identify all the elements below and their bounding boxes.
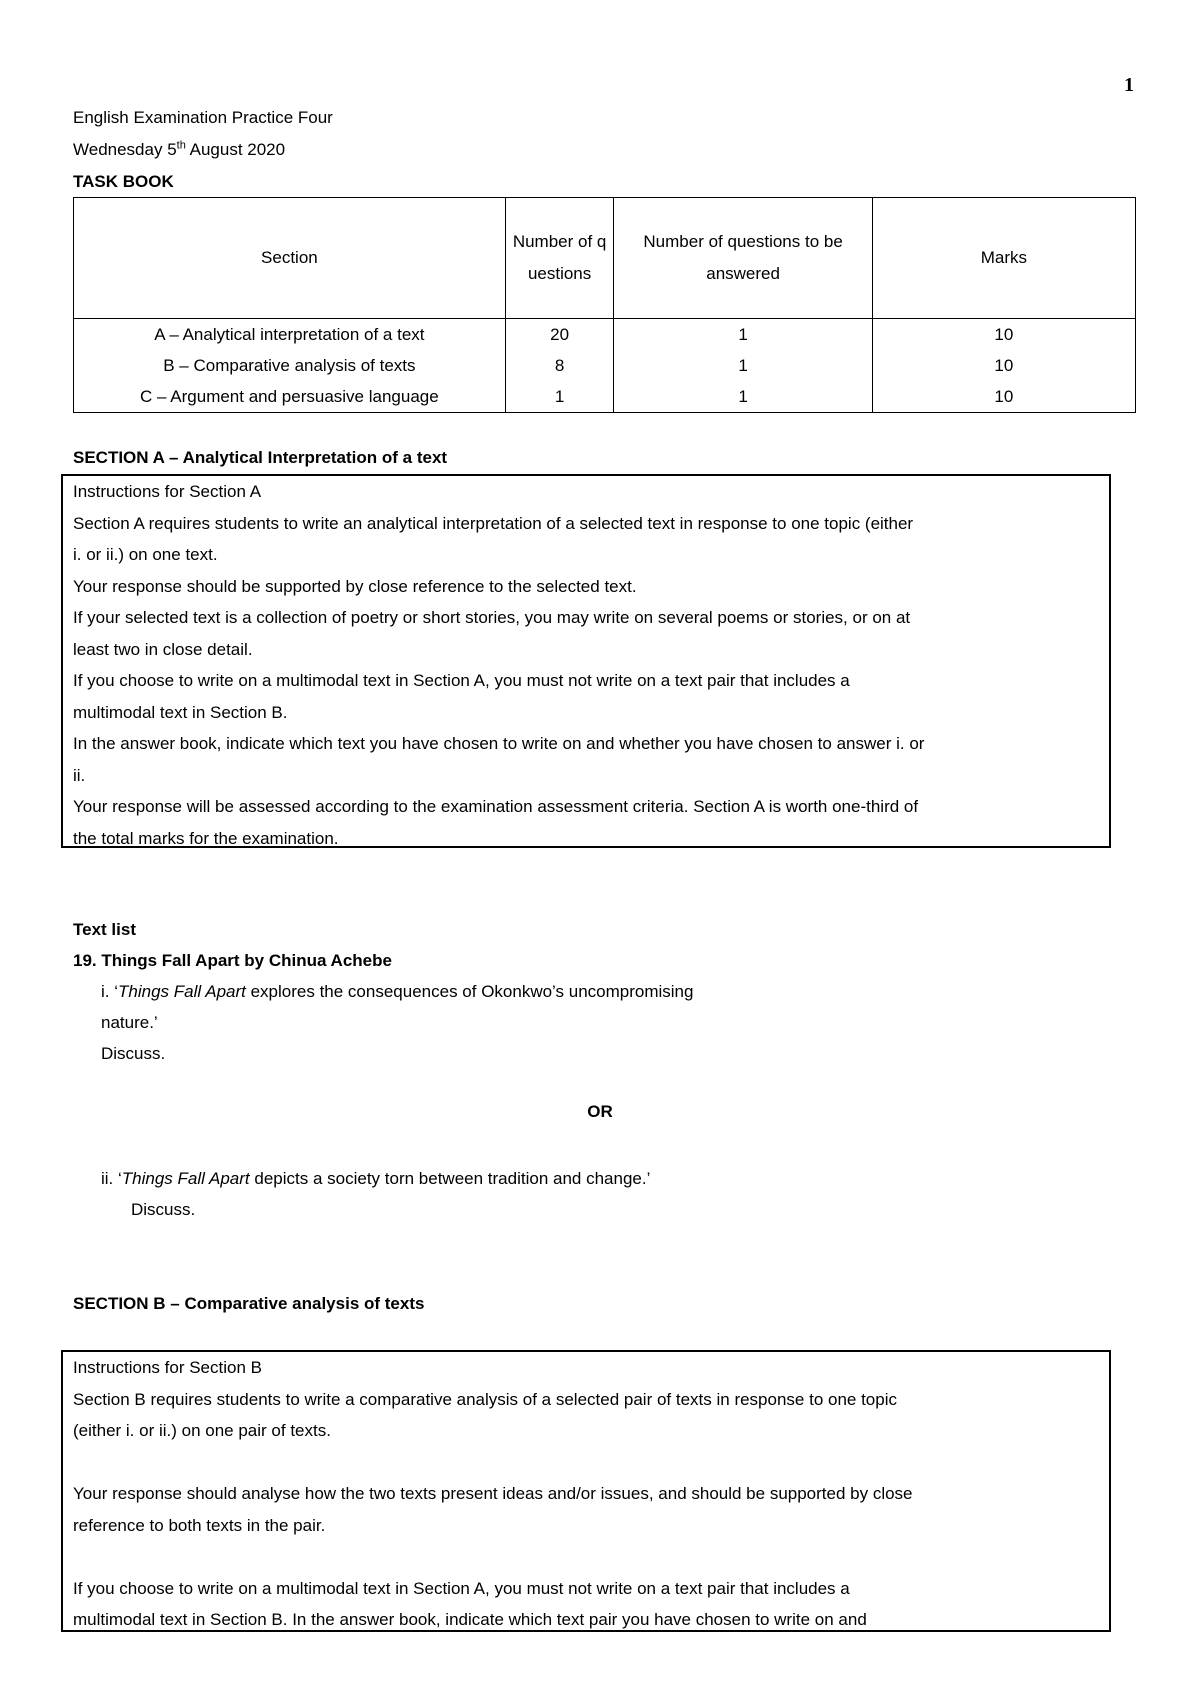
header-num-questions: Number of questions <box>505 198 614 319</box>
section-b-heading: SECTION B – Comparative analysis of texts <box>73 1294 425 1313</box>
table-row <box>74 319 1136 351</box>
instruction-gap <box>73 1447 1099 1479</box>
header-num-answered: Number of questions to be answered <box>614 198 872 319</box>
cell-section: B – Comparative analysis of texts <box>74 350 506 381</box>
instruction-line: Instructions for Section B <box>73 1358 262 1377</box>
instruction-gap <box>73 1541 1099 1573</box>
instruction-line: Your response should analyse how the two texts present ideas and/or issues, and should be supported by close <box>73 1484 913 1503</box>
cell-num-answered: 1 <box>614 381 872 413</box>
cell-num-questions: 20 <box>505 319 614 351</box>
instruction-line: (either i. or ii.) on one pair of texts. <box>73 1421 331 1440</box>
header-section: Section <box>74 198 506 319</box>
question-i-discuss: Discuss. <box>101 1044 166 1063</box>
instruction-line: multimodal text in Section B. <box>73 702 288 722</box>
cell-num-answered: 1 <box>614 319 872 351</box>
question-i: i. ‘Things Fall Apart explores the consequences of Okonkwo’s uncompromising <box>101 982 694 1001</box>
instruction-line: If you choose to write on a multimodal text in Section A, you must not write on a text pair that includes a <box>73 671 850 690</box>
instruction-line: Section B requires students to write a comparative analysis of a selected pair of texts in response to one topic <box>73 1389 897 1409</box>
section-a-heading: SECTION A – Analytical Interpretation of a text <box>73 448 448 467</box>
cell-num-questions: 8 <box>505 350 614 381</box>
text-list-item-title: 19. Things Fall Apart by Chinua Achebe <box>73 951 392 970</box>
question-ii: ii. ‘Things Fall Apart depicts a society torn between tradition and change.’ <box>101 1169 651 1188</box>
section-a-instructions-box <box>61 474 1111 848</box>
cell-marks: 10 <box>872 381 1135 413</box>
text-list-heading: Text list <box>73 920 136 939</box>
instruction-line: Section A requires students to write an analytical interpretation of a selected text in response to one topic (either <box>73 513 914 533</box>
instruction-line: reference to both texts in the pair. <box>73 1515 326 1535</box>
instruction-line: In the answer book, indicate which text you have chosen to write on and whether you have chosen to answer i. or <box>73 734 925 753</box>
question-ii-discuss: Discuss. <box>131 1200 196 1219</box>
header-marks: Marks <box>872 198 1135 319</box>
instruction-line: multimodal text in Section B. In the answer book, indicate which text pair you have chosen to write on and <box>73 1610 867 1629</box>
or-separator: OR <box>587 1102 613 1121</box>
task-table-header-row <box>74 198 1136 319</box>
question-i-continued: nature.’ <box>101 1013 158 1032</box>
cell-num-answered: 1 <box>614 350 872 381</box>
cell-section: C – Argument and persuasive language <box>74 381 506 413</box>
instruction-line: Your response will be assessed according to the examination assessment criteria. Section A is worth one-third of <box>73 797 919 816</box>
document-date: Wednesday 5th August 2020 <box>73 139 286 159</box>
instruction-line: least two in close detail. <box>73 639 253 659</box>
instruction-line: If your selected text is a collection of poetry or short stories, you may write on several poems or stories, or on at <box>73 608 911 627</box>
page-number: 1 <box>1124 74 1134 96</box>
cell-marks: 10 <box>872 350 1135 381</box>
document-title: English Examination Practice Four <box>73 108 333 127</box>
table-row <box>74 381 1136 413</box>
table-row <box>74 350 1136 381</box>
section-b-instructions-box <box>61 1350 1111 1632</box>
instruction-line: If you choose to write on a multimodal text in Section A, you must not write on a text pair that includes a <box>73 1578 850 1598</box>
cell-marks: 10 <box>872 319 1135 351</box>
instruction-line: the total marks for the examination. <box>73 828 339 848</box>
instruction-line: ii. <box>73 765 86 785</box>
cell-num-questions: 1 <box>505 381 614 413</box>
task-table <box>73 197 1136 413</box>
instruction-line: Your response should be supported by close reference to the selected text. <box>73 576 637 596</box>
task-book-label: TASK BOOK <box>73 172 174 191</box>
instruction-line: Instructions for Section A <box>73 482 262 501</box>
cell-section: A – Analytical interpretation of a text <box>74 319 506 351</box>
instruction-line: i. or ii.) on one text. <box>73 545 218 564</box>
